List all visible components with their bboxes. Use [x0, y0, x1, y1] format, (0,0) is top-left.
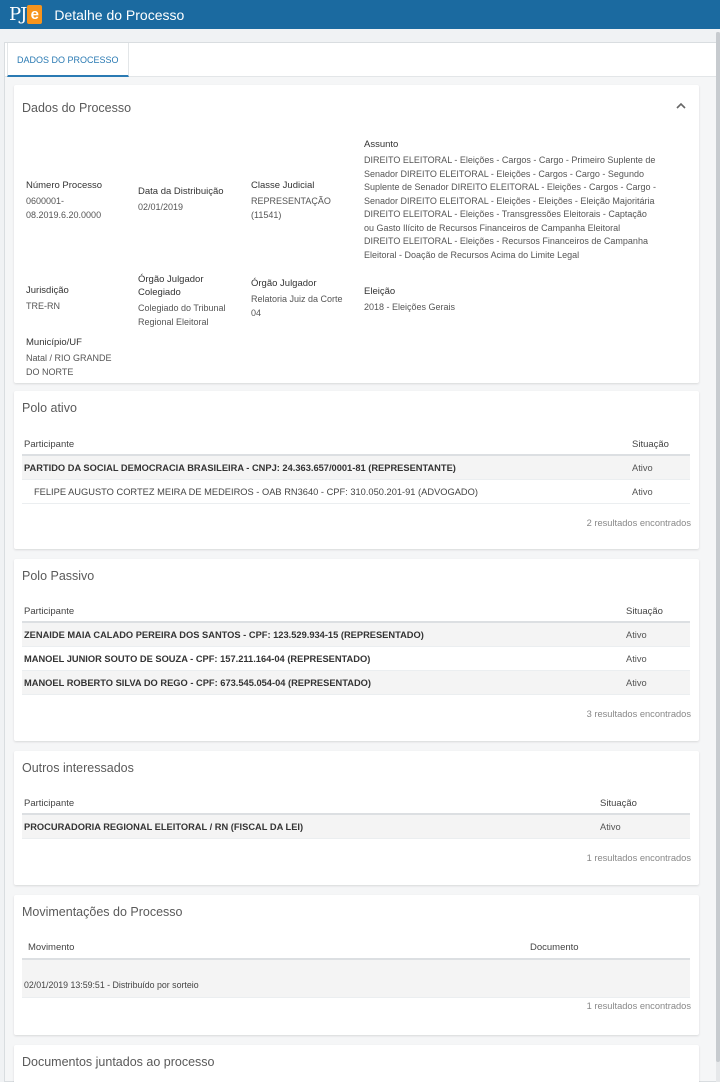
- table-row: [22, 960, 690, 998]
- situacao-cell: Ativo: [600, 822, 621, 832]
- participante-cell: MANOEL ROBERTO SILVA DO REGO - CPF: 673.545.054-04 (REPRESENTADO): [24, 678, 371, 688]
- field-label: Município/UF: [26, 337, 82, 348]
- field-label: Eleição: [364, 286, 396, 297]
- table-header: [22, 601, 690, 623]
- field-orgao-julgador: [251, 277, 355, 320]
- table-row: [22, 647, 690, 671]
- situacao-cell: Ativo: [626, 678, 647, 688]
- col-situacao[interactable]: Situação: [632, 439, 669, 450]
- participante-cell: FELIPE AUGUSTO CORTEZ MEIRA DE MEDEIROS - OAB RN3640 - CPF: 310.050.201-91 (ADVOGADO): [34, 487, 478, 497]
- situacao-cell: Ativo: [626, 654, 647, 664]
- col-situacao[interactable]: Situação: [600, 798, 637, 809]
- panel-title: Outros interessados: [22, 761, 134, 775]
- field-value: 0600001-08.2019.6.20.0000: [26, 196, 102, 220]
- app-header: [0, 0, 720, 29]
- field-jurisdicao: [26, 284, 126, 314]
- table-row: [22, 480, 690, 504]
- field-label: Órgão Julgador Colegiado: [138, 274, 204, 298]
- panel-movimentacoes: [14, 895, 699, 1035]
- results-count: 1 resultados encontrados: [586, 1001, 691, 1011]
- chevron-up-icon[interactable]: [675, 101, 687, 111]
- field-eleicao: [364, 285, 564, 315]
- logo-badge: e: [27, 5, 42, 24]
- col-participante[interactable]: Participante: [24, 439, 75, 450]
- table-header: [22, 793, 690, 815]
- panel-title: Movimentações do Processo: [22, 905, 183, 919]
- panel-title: Polo Passivo: [22, 569, 95, 583]
- situacao-cell: Ativo: [632, 463, 653, 473]
- field-value: Relatoria Juiz da Corte 04: [251, 294, 343, 318]
- field-label: Jurisdição: [26, 285, 69, 296]
- tab-bar: [5, 43, 717, 77]
- participante-cell: ZENAIDE MAIA CALADO PEREIRA DOS SANTOS - CPF: 123.529.934-15 (REPRESENTADO): [24, 630, 424, 640]
- panel-polo-ativo: [14, 391, 699, 549]
- tab-dados-do-processo[interactable]: DADOS DO PROCESSO: [7, 43, 129, 77]
- col-participante[interactable]: Participante: [24, 606, 75, 617]
- participante-cell: MANOEL JUNIOR SOUTO DE SOUZA - CPF: 157.211.164-04 (REPRESENTADO): [24, 654, 371, 664]
- movimentacoes-table: [22, 937, 690, 998]
- field-municipio-uf: [26, 336, 126, 379]
- field-value: REPRESENTAÇÃO (11541): [251, 196, 331, 220]
- logo-text: PJ: [9, 4, 27, 25]
- panel-documentos-juntados: [14, 1045, 699, 1082]
- polo-passivo-table: [22, 601, 690, 695]
- field-data-distribuicao: [138, 185, 243, 215]
- polo-ativo-table: [22, 434, 690, 504]
- field-label: Classe Judicial: [251, 180, 315, 191]
- movimento-cell: 02/01/2019 13:59:51 - Distribuído por sorteio: [24, 980, 199, 990]
- field-value: TRE-RN: [26, 301, 60, 311]
- field-numero-processo: [26, 179, 126, 222]
- field-value: DIREITO ELEITORAL - Eleições - Cargos - Cargo - Primeiro Suplente de Senador DIREITO ELEITORAL - Eleições - Cargos - Cargo - Segundo Suplente de Senador DIREITO ELEITORAL - Eleições - Cargos - Cargo - Senador DIREITO ELEITORAL - Eleições - Eleições - Eleição Majoritária DIREITO ELEITORAL - Eleições - Transgressões Eleitorais - Captação ou Gasto Ilícito de Recursos Financeiros de Campanha Eleitoral DIREITO ELEITORAL - Eleições - Recursos Financeiros de Campanha Eleitoral - Doação de Recursos Acima do Limite Legal: [364, 155, 656, 260]
- field-value: Natal / RIO GRANDE DO NORTE: [26, 353, 112, 377]
- table-row: [22, 671, 690, 695]
- situacao-cell: Ativo: [626, 630, 647, 640]
- table-row: [22, 623, 690, 647]
- results-count: 1 resultados encontrados: [586, 853, 691, 863]
- panel-title: Polo ativo: [22, 401, 77, 415]
- field-assunto: [364, 138, 656, 262]
- pje-logo[interactable]: [9, 4, 42, 25]
- scrollbar-thumb[interactable]: [716, 32, 720, 1062]
- field-label: Assunto: [364, 139, 399, 150]
- col-documento[interactable]: Documento: [530, 942, 579, 953]
- outros-interessados-table: [22, 793, 690, 839]
- field-label: Número Processo: [26, 180, 103, 191]
- page-title: Detalhe do Processo: [54, 6, 185, 23]
- col-movimento[interactable]: Movimento: [28, 942, 75, 953]
- col-situacao[interactable]: Situação: [626, 606, 663, 617]
- table-header: [22, 434, 690, 456]
- tab-content: [5, 77, 717, 1081]
- participante-cell: PARTIDO DA SOCIAL DEMOCRACIA BRASILEIRA - CNPJ: 24.363.657/0001-81 (REPRESENTANTE): [24, 463, 456, 473]
- panel-title: Dados do Processo: [22, 101, 132, 115]
- field-label: Data da Distribuição: [138, 186, 224, 197]
- panel-polo-passivo: [14, 559, 699, 741]
- field-value: Colegiado do Tribunal Regional Eleitoral: [138, 303, 226, 327]
- field-value: 2018 - Eleições Gerais: [364, 302, 456, 312]
- field-label: Órgão Julgador: [251, 278, 317, 289]
- main-container: [4, 42, 718, 1082]
- situacao-cell: Ativo: [632, 487, 653, 497]
- panel-title: Documentos juntados ao processo: [22, 1055, 215, 1069]
- field-orgao-julgador-colegiado: [138, 273, 242, 329]
- table-row: [22, 815, 690, 839]
- table-header: [22, 937, 690, 960]
- participante-cell: PROCURADORIA REGIONAL ELEITORAL / RN (FISCAL DA LEI): [24, 822, 304, 832]
- panel-dados-do-processo: [14, 85, 699, 383]
- field-value: 02/01/2019: [138, 202, 184, 212]
- col-participante[interactable]: Participante: [24, 798, 75, 809]
- table-row: [22, 456, 690, 480]
- panel-outros-interessados: [14, 751, 699, 885]
- field-classe-judicial: [251, 179, 351, 222]
- results-count: 3 resultados encontrados: [586, 709, 691, 719]
- results-count: 2 resultados encontrados: [586, 518, 691, 528]
